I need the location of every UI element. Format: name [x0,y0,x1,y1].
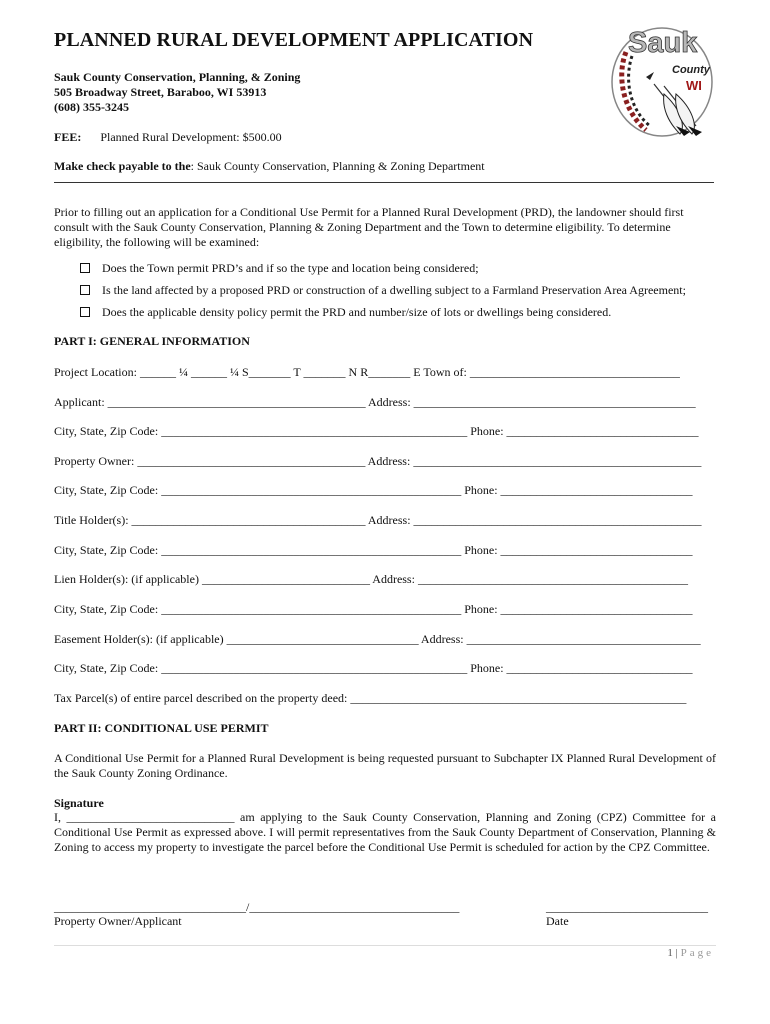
field-project-location[interactable]: Project Location: ______ ¼ ______ ¼ S_______ T _______ N R_______ E Town of: ___________________________________ [54,365,680,379]
divider [54,182,714,183]
feather-icon [606,22,718,140]
office-street: 505 Broadway Street, Baraboo, WI 53913 [54,85,267,99]
payable-line [54,159,485,174]
page-title: PLANNED RURAL DEVELOPMENT APPLICATION [54,29,534,51]
page-number [667,947,714,959]
fee-value: Planned Rural Development: $500.00 [100,130,282,144]
owner-signature-line[interactable]: ________________________________/___________________________________ [54,900,460,914]
field-tax-parcel[interactable]: Tax Parcel(s) of entire parcel described on the property deed: ________________________________________________________ [54,691,687,705]
check-item-label: Does the Town permit PRD’s and if so the type and location being considered; [102,261,479,275]
page-number-value: 1 [667,947,673,959]
signature-text: I, ____________________________ am applying to the Sauk County Conservation, Planning and Zoning (CPZ) Committee for a Conditional Use Permit as expressed above. I will permit representatives from the Sauk County Department of Conservation, Planning & Zoning to access my property to investigate the parcel before the Conditional Use Permit is scheduled for action by the CPZ Committee. [54,810,716,854]
footer-divider [54,945,716,946]
logo-text-sauk: Sauk [628,27,698,59]
field-property-owner[interactable]: Property Owner: ______________________________________ Address: ________________________________________________ [54,454,702,468]
page-label: Page [680,947,714,959]
check-item [80,283,686,298]
field-lien-holder[interactable]: Lien Holder(s): (if applicable) ____________________________ Address: _____________________________________________ [54,572,688,586]
check-item [80,305,611,320]
checkbox-icon[interactable] [80,263,90,273]
part2-text: A Conditional Use Permit for a Planned Rural Development is being requested pursuant to Subchapter IX Planned Rural Development of the Sauk County Zoning Ordinance. [54,751,716,780]
field-lien-city[interactable]: City, State, Zip Code: __________________________________________________ Phone: ________________________________ [54,602,693,616]
fee-label: FEE: [54,130,82,144]
checkbox-icon[interactable] [80,285,90,295]
field-title-city[interactable]: City, State, Zip Code: __________________________________________________ Phone: ________________________________ [54,543,693,557]
logo-text-county: County [672,64,710,76]
date-line[interactable]: ___________________________ [546,900,708,914]
signature-heading: Signature [54,796,104,810]
field-applicant[interactable]: Applicant: ___________________________________________ Address: _______________________________________________ [54,395,696,409]
field-owner-city[interactable]: City, State, Zip Code: __________________________________________________ Phone: ________________________________ [54,483,693,497]
check-item [80,261,479,276]
office-name: Sauk County Conservation, Planning, & Zoning [54,70,301,84]
office-phone: (608) 355-3245 [54,100,129,114]
field-title-holder[interactable]: Title Holder(s): _______________________________________ Address: ________________________________________________ [54,513,702,527]
check-item-label: Does the applicable density policy permit the PRD and number/size of lots or dwellings being considered. [102,305,612,319]
check-item-label: Is the land affected by a proposed PRD or construction of a dwelling subject to a Farmland Preservation Area Agreement; [102,283,686,297]
payable-label: Make check payable to the [54,159,191,173]
logo-text-wi: WI [686,78,702,93]
part1-heading: PART I: GENERAL INFORMATION [54,334,250,348]
payable-value: : Sauk County Conservation, Planning & Zoning Department [190,159,485,173]
intro-text: Prior to filling out an application for a Conditional Use Permit for a Planned Rural Development (PRD), the landowner should first consult with the Sauk County Conservation, Planning & Zoning Department and the Town to determine eligibility. To determine eligibility, the following will be examined: [54,205,684,249]
fee-line [54,130,282,145]
owner-signature-label: Property Owner/Applicant [54,914,182,928]
checkbox-icon[interactable] [80,307,90,317]
page-separator: | [675,947,678,959]
field-easement-holder[interactable]: Easement Holder(s): (if applicable) ________________________________ Address: _______________________________________ [54,632,701,646]
field-easement-city[interactable]: City, State, Zip Code: ___________________________________________________ Phone: _______________________________ [54,661,693,675]
sauk-county-logo [606,22,718,140]
part2-heading: PART II: CONDITIONAL USE PERMIT [54,721,269,735]
field-applicant-city[interactable]: City, State, Zip Code: ___________________________________________________ Phone: ________________________________ [54,424,699,438]
date-label: Date [546,914,569,928]
